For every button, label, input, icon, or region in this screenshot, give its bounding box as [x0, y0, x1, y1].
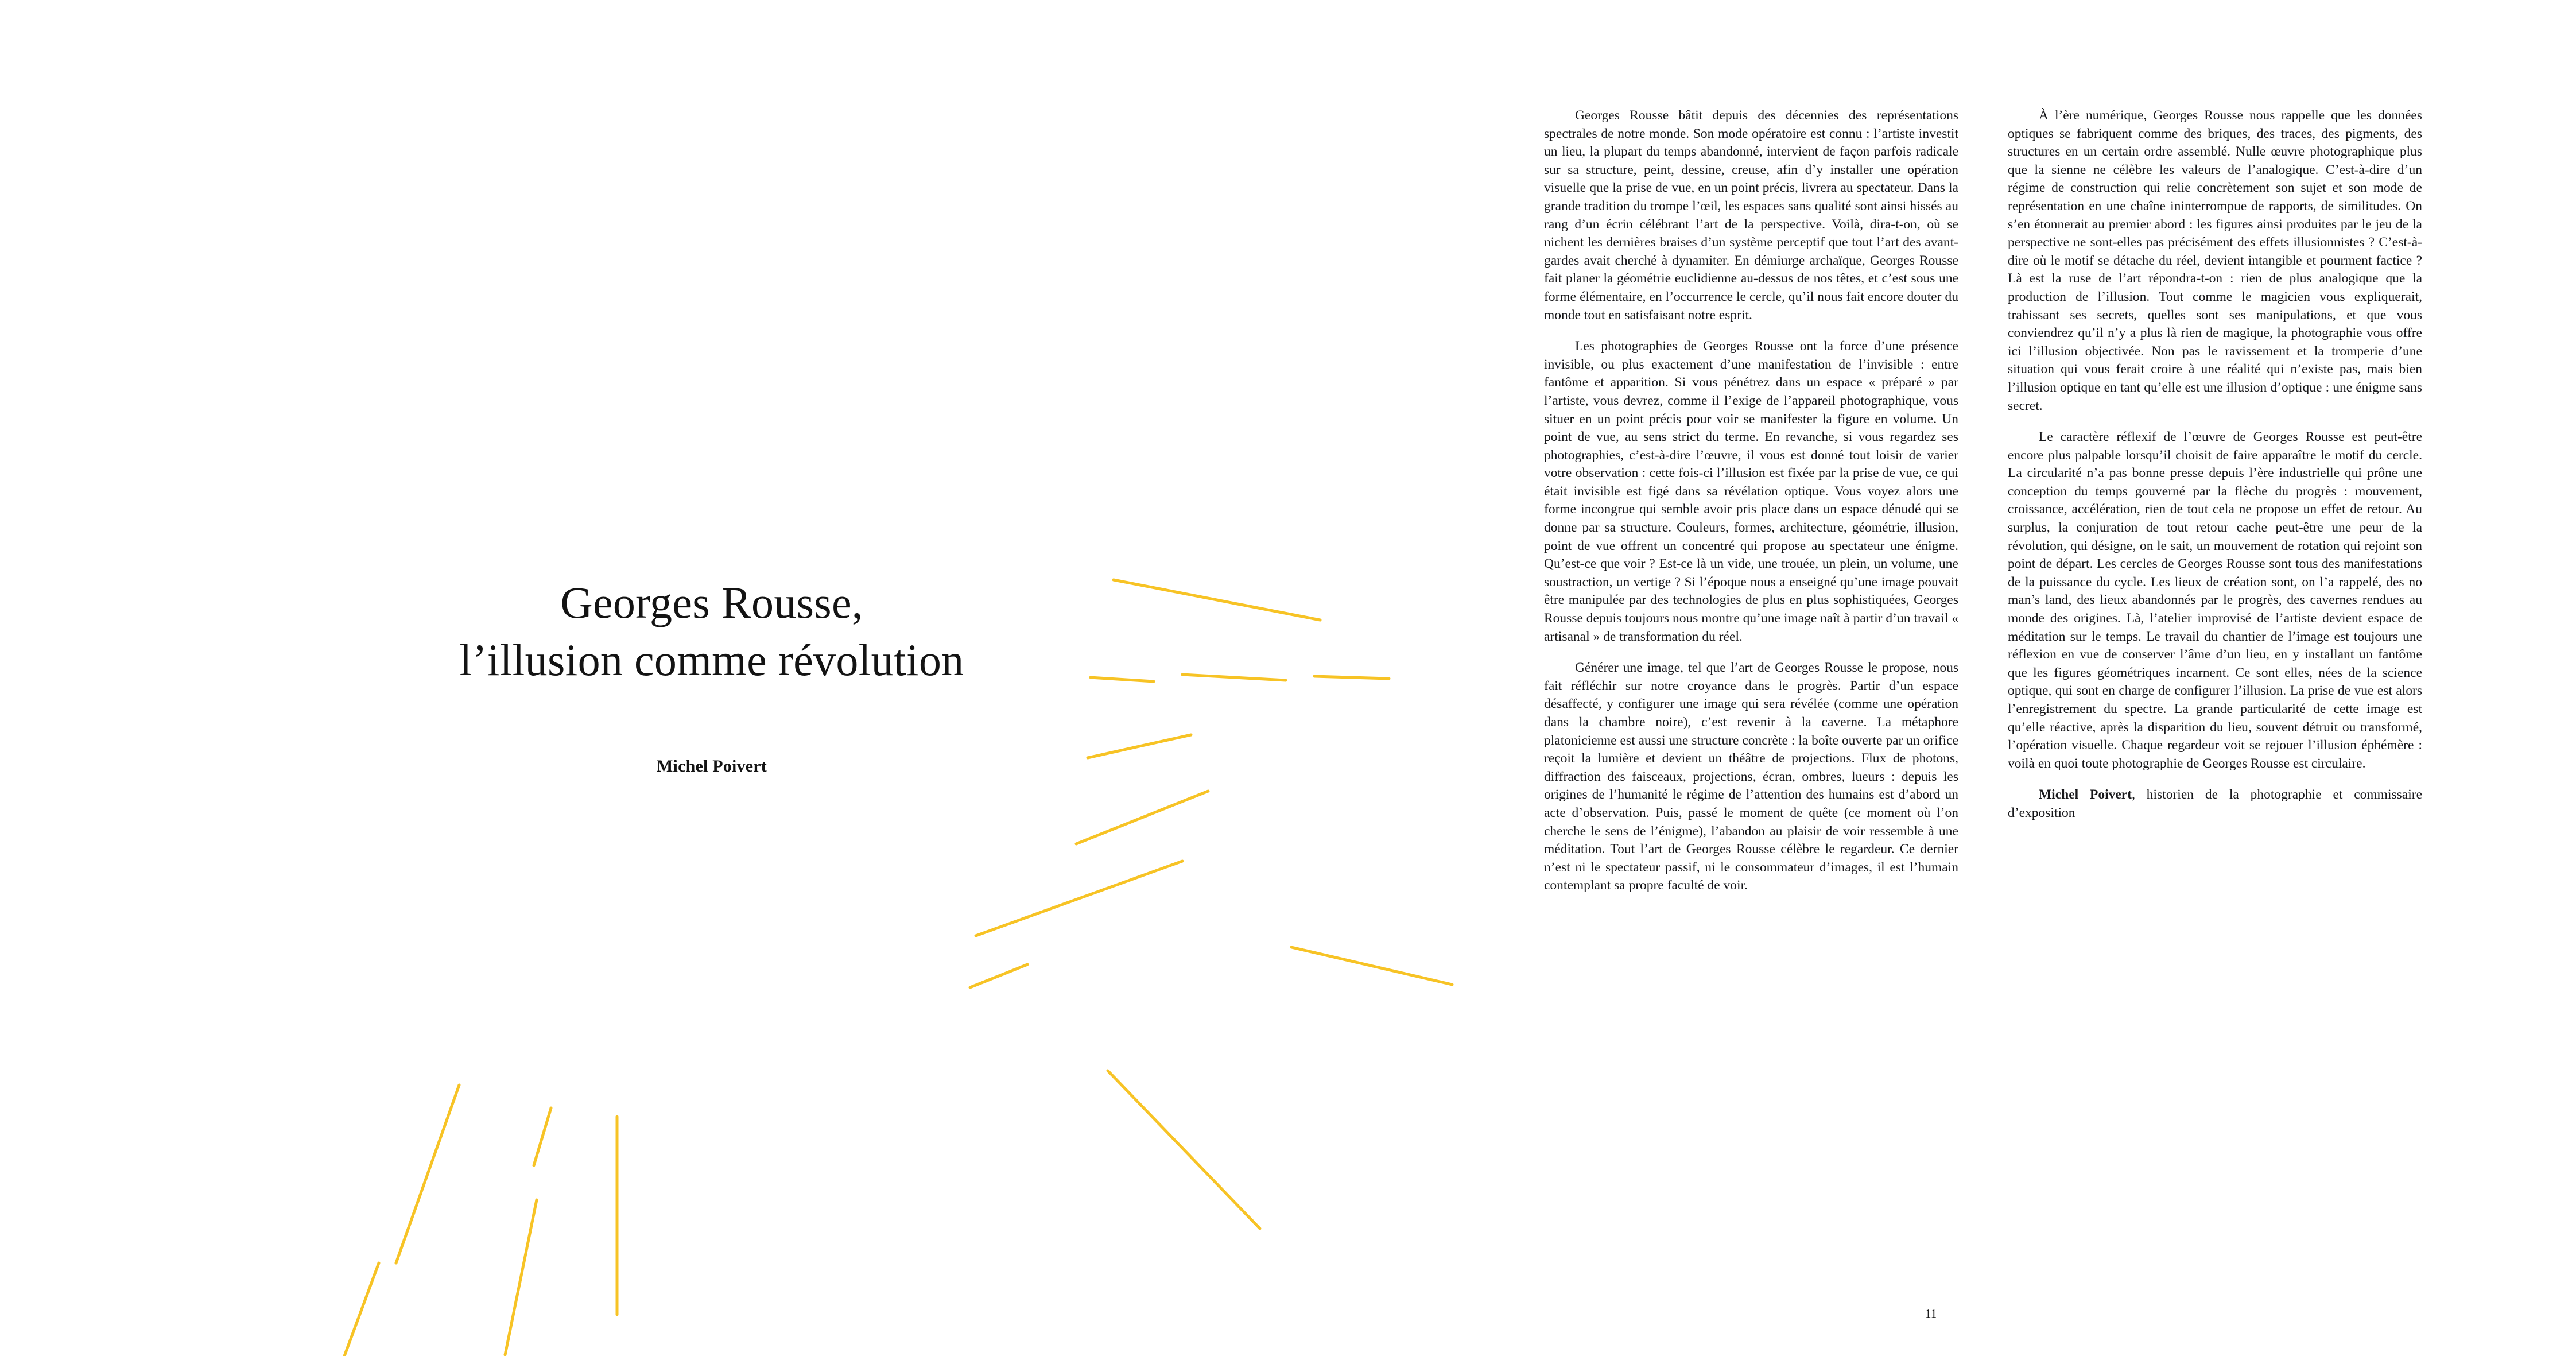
- title-line-2: l’illusion comme révolution: [459, 634, 964, 685]
- page-title: [425, 574, 999, 689]
- ray-line: [534, 1108, 551, 1165]
- page-number: 11: [1925, 1307, 1937, 1320]
- paragraph: Georges Rousse bâtit depuis des décennies des représentations spectrales de notre monde. Son mode opératoire est connu : l’artiste investit un lieu, la plupart du temps abandonné, intervient de façon parfois radicale sur sa structure, peint, dessine, creuse, afin d’y installer une opération visuelle que la prise de vue, en un point précis, livrera au spectateur. Dans la grande tradition du trompe l’œil, les espaces sans qualité sont ainsi hissés au rang d’un écrin célébrant l’art de la perspective. Voilà, dira-t-on, où se nichent les dernières braises d’un système perceptif que tout l’art des avant-gardes avait cherché à dynamiter. En démiurge archaïque, Georges Rousse fait planer la géométrie euclidienne au-dessus de nos têtes, et c’est sous une forme élémentaire, en l’occurrence le cercle, qu’il nous fait encore douter du monde tout en satisfaisant notre esprit.: [1544, 108, 1958, 323]
- author-bio-name: Michel Poivert: [2039, 787, 2132, 803]
- title-block: [425, 574, 999, 776]
- author-name: Michel Poivert: [657, 756, 767, 776]
- author-bio-text: , historien de la photographie et commissaire d’exposition: [2008, 787, 2423, 821]
- ray-line: [1182, 675, 1286, 680]
- ray-line: [1076, 791, 1208, 844]
- title-line-1: Georges Rousse,: [560, 578, 863, 627]
- paragraph: À l’ère numérique, Georges Rousse nous rappelle que les données optiques se fabriquent comme des briques, des traces, des pigments, des structures en un certain ordre assemblé. Nulle œuvre photographique plus que la sienne ne célèbre les valeurs de l’analogique. C’est-à-dire d’un régime de construction qui relie concrètement son sujet et son mode de représentation en une chaîne ininterrompue de rapports, de similitudes. On s’en étonnerait au premier abord : les figures ainsi produites par le jeu de la perspective ne sont-elles pas précisément des effets illusionnistes ? C’est-à-dire où le motif se détache du réel, devient intangible et pourment factice ? Là est la ruse de l’art répondra-t-on : rien de plus analogique que la production de l’illusion. Tout comme le magicien vous expliquerait, trahissant ses secrets, quelles sont ses manipulations, et que vous conviendrez qu’il n’y a plus là rien de magique, la photographie vous offre ici l’illusion objectivée. Non pas le ravissement et la tromperie d’une situation qui vous ferait croire à une réalité qui n’existe pas, mais bien l’illusion optique en tant qu’elle est une illusion d’optique : une énigme sans secret.: [2008, 108, 2422, 413]
- text-column-right: [2008, 107, 2422, 823]
- ray-line: [396, 1085, 459, 1263]
- text-column-left: [1544, 107, 1958, 895]
- ray-line: [1114, 580, 1320, 620]
- paragraph: Les photographies de Georges Rousse ont la force d’une présence invisible, ou plus exactement d’une manifestation de l’invisible : entre fantôme et apparition. Si vous pénétrez dans un espace « préparé » par l’artiste, vous devrez, comme il l’exige de l’appareil photographique, vous situer en un point précis pour voir se manifester la figure en volume. Un point de vue, au sens strict du terme. En revanche, si vous regardez ses photographies, c’est-à-dire l’œuvre, il vous est donné tout loisir de varier votre observation : cette fois-ci l’illusion est fixée par la prise de vue, ce qui était invisible est figé dans sa révélation optique. Vous voyez alors une forme incongrue qui semble avoir pris place dans un espace dénudé qui se donne par sa structure. Couleurs, formes, architecture, géométrie, illusion, point de vue offrent un concentré qui propose au spectateur une énigme. Qu’est-ce que voir ? Est-ce là un vide, une trouée, un plein, un volume, une soustraction, un vertige ? Si l’époque nous a enseigné qu’une image pouvait être manipulée par des technologies de plus en plus sophistiquées, Georges Rousse depuis toujours nous montre qu’une image naît à partir d’un travail « artisanal » de transformation du réel.: [1544, 339, 1958, 644]
- ray-line: [505, 1200, 537, 1355]
- ray-line: [1291, 947, 1452, 985]
- ray-line: [1314, 676, 1389, 679]
- ray-line: [344, 1263, 379, 1356]
- ray-line: [976, 861, 1182, 936]
- ray-line: [970, 964, 1027, 987]
- ray-line: [1108, 1071, 1260, 1229]
- paragraph: Générer une image, tel que l’art de Georges Rousse le propose, nous fait réfléchir sur notre croyance dans le progrès. Partir d’un espace désaffecté, y configurer une image qui sera révélée (comme une opération dans la chambre noire), c’est revenir à la caverne. La métaphore platonicienne est aussi une structure concrète : la boîte ouverte par un orifice reçoit la lumière et devient un théâtre de projections. Flux de photons, diffraction des faisceaux, projections, écran, ombres, lueurs : depuis les origines de l’humanité le régime de l’attention des humains est d’abord un acte d’observation. Puis, passé le moment de quête (ce moment où l’on cherche le sens de l’énigme), l’abandon au plaisir de voir ressemble à une méditation. Tout l’art de Georges Rousse célèbre le regardeur. Ce dernier n’est ni le spectateur passif, ni le consommateur d’images, il est l’humain contemplant sa propre faculté de voir.: [1544, 660, 1958, 893]
- ray-line: [1088, 735, 1191, 758]
- author-bio: [2008, 786, 2422, 822]
- ray-line: [1091, 677, 1154, 681]
- paragraph: Le caractère réflexif de l’œuvre de Georges Rousse est peut-être encore plus palpable lorsqu’il choisit de faire apparaître le motif du cercle. La circularité n’a pas bonne presse depuis l’ère industrielle qui prône une conception du temps gouverné par la flèche du progrès : mouvement, croissance, accélération, rien de tout cela ne propose un effet de retour. Au surplus, la conjuration de tout retour cache peut-être une peur de la révolution, qui désigne, on le sait, un mouvement de rotation qui rejoint son point de départ. Les cercles de Georges Rousse sont tous des manifestations de la puissance du cycle. Les lieux de création sont, on l’a rappelé, des no man’s land, des lieux abandonnés par le progrès, des cavernes rendues au monde des origines. Là, l’atelier improvisé de l’artiste devient espace de méditation sur le temps. Le travail du chantier de l’image est toujours une réflexion en vue de conserver l’âme d’un lieu, en y installant un fantôme que les figures géométriques incarnent. Ce sont elles, nées de la science optique, qui sont en charge de configurer l’illusion. La prise de vue est alors l’enregistrement du spectre. La grande particularité de cette image est qu’elle réactive, après la disparition du lieu, souvent détruit ou transformé, l’opération visuelle. Chaque regardeur voit se rejouer l’illusion éphémère : voilà en quoi toute photographie de Georges Rousse est circulaire.: [2008, 429, 2422, 771]
